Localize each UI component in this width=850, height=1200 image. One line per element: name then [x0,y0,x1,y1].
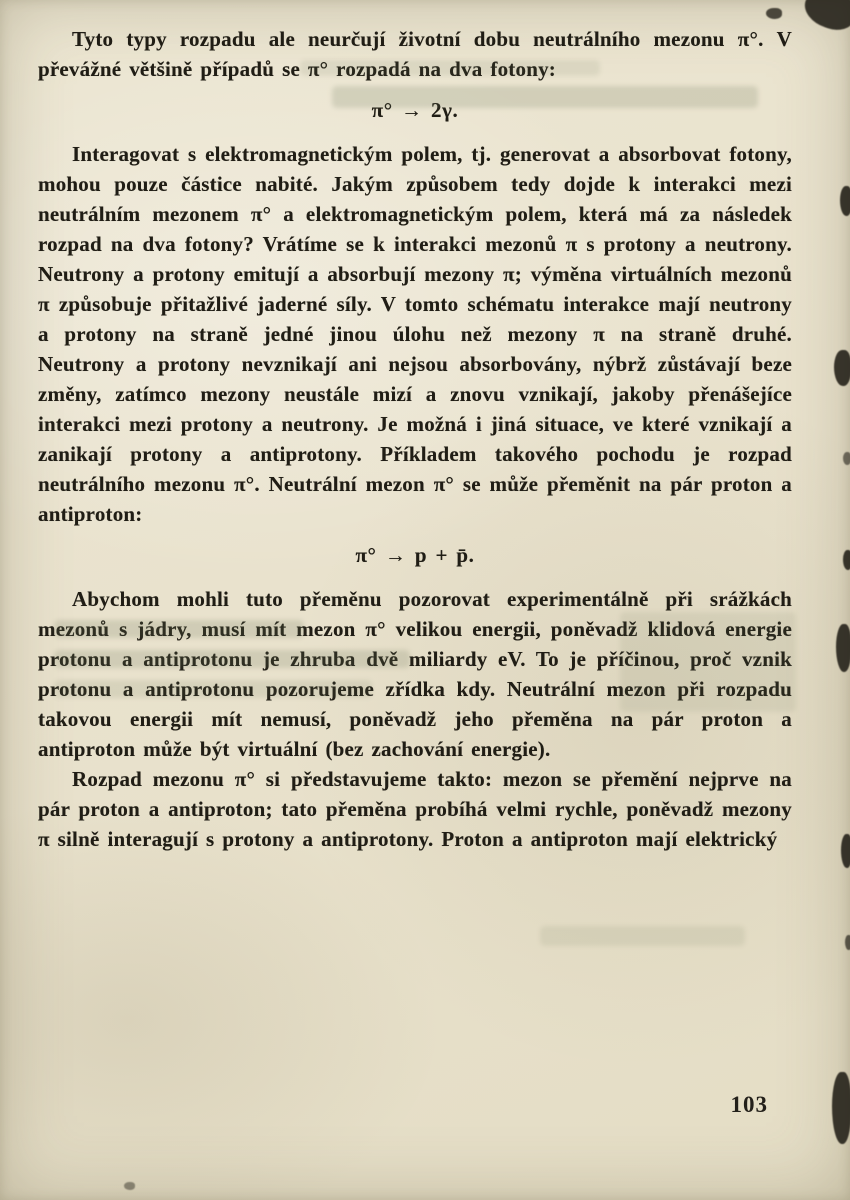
formula-pion-two-photons: π° → 2γ. [371,98,459,122]
ink-blot [836,624,850,672]
paragraph-decay-model: Rozpad mezonu π° si představujeme takto: mezon se přemění nejprve na pár proton a antiproton; tato přeměna probíhá velmi rychle, poněvadž mezony π silně interagují s protony a antiprotony. Proton a antiproton mají elektrický [38,767,792,851]
formula-pion-proton-antiproton: π° → p + p̄. [355,543,475,567]
ink-blot [800,0,850,35]
page-number: 103 [730,1092,768,1117]
page-text [38,24,792,854]
paragraph-em-interaction: Interagovat s elektromagnetickým polem, tj. generovat a absorbovat fotony, mohou pouze částice nabité. Jakým způsobem tedy dojde k interakci mezi neutrálním mezonem π° a elektromagnetickým polem, která má za následek rozpad na dva fotony? Vrátíme se k interakci mezonů π s protony a neutrony. Neutrony a protony emitují a absorbují mezony π; výměna virtuálních mezonů π způsobuje přitažlivé jaderné síly. V tomto schématu interakce mají neutrony a protony na straně jedné jinou úlohu než mezony π na straně druhé. Neutrony a protony nevznikají ani nejsou absorbovány, nýbrž zůstávají beze změny, zatímco mezony neustále mizí a znovu vznikají, jakoby přenášejíce interakci mezi protony a neutrony. Je možná i jiná situace, ve které vznikají a zanikají protony a antiprotony. Příkladem takového pochodu je rozpad neutrálního mezonu π°. Neutrální mezon π° se může přeměnit na pár proton a antiproton: [38,142,792,526]
paragraph-decay-types: Tyto typy rozpadu ale neurčují životní dobu neutrálního mezonu π°. V převážné většině případů se π° rozpadá na dva fotony: [38,27,792,81]
ink-blot [840,186,850,216]
ink-blot [834,350,850,386]
paragraph-experimental-observation: Abychom mohli tuto přeměnu pozorovat experimentálně při srážkách mezonů s jádry, musí mít mezon π° velikou energii, poněvadž klidová energie protonu a antiprotonu je zhruba dvě miliardy eV. To je příčinou, proč vznik protonu a antiprotonu pozorujeme zřídka kdy. Neutrální mezon při rozpadu takovou energii mít nemusí, poněvadž jeho přeměna na pár proton a antiproton může být virtuální (bez zachování energie). [38,587,792,761]
ink-blot [843,452,850,465]
ink-blot [124,1182,135,1190]
bleedthrough-smudge [540,926,745,946]
ink-blot [843,550,850,570]
ink-blot [841,834,850,868]
ink-blot [832,1072,850,1144]
ink-blot [845,935,850,950]
ink-blot [766,8,782,19]
